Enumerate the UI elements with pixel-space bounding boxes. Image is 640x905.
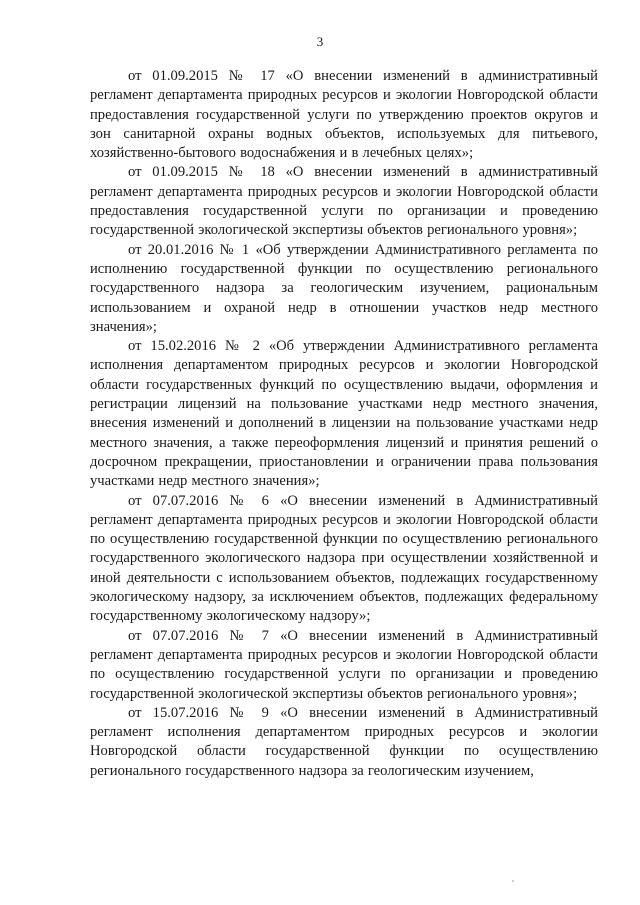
paragraph-order-9: от 15.07.2016 № 9 «О внесении изменений в Административный регламент исполнения департаментом природных ресурсов и экологии Новгородской области государственной функции по осуществлению регионального государственного надзора за геологическим изучением, — [90, 704, 598, 779]
paragraph-order-1: от 20.01.2016 № 1 «Об утверждении Административного регламента по исполнению государственной функции по осуществлению регионального государственного надзора за геологическим изучением, рациональным использованием и охраной недр в отношении участков недр местного значения»; — [90, 241, 598, 335]
paragraph-order-7: от 07.07.2016 № 7 «О внесении изменений в Административный регламент департамента природных ресурсов и экологии Новгородской области по осуществлению государственной услуги по организации и проведению государственной экологической экспертизы объектов регионального уровня»; — [90, 627, 598, 702]
paragraph-order-6: от 07.07.2016 № 6 «О внесении изменений в Административный регламент департамента природных ресурсов и экологии Новгородской области по осуществлению государственной функции по осуществлению регионального государственного экологического надзора при осуществлении хозяйственной и иной деятельности с использованием объектов, подлежащих государственному экологическому надзору, за исключением объектов, подлежащих федеральному государственному экологическому надзору»; — [90, 492, 598, 625]
paragraph-order-18: от 01.09.2015 № 18 «О внесении изменений в административный регламент департамента природных ресурсов и экологии Новгородской области предоставления государственной услуги по организации и проведению государственной экологической экспертизы объектов регионального уровня»; — [90, 164, 598, 239]
scan-speck — [512, 880, 514, 882]
paragraph-order-17: от 01.09.2015 № 17 «О внесении изменений в административный регламент департамента природных ресурсов и экологии Новгородской области предоставления государственной услуги по утверждению проектов округов и зон санитарной охраны водных объектов, используемых для питьевого, хозяйственно-бытового водоснабжения и в лечебных целях»; — [90, 68, 598, 162]
paragraph-order-2: от 15.02.2016 № 2 «Об утверждении Административного регламента исполнения департаментом природных ресурсов и экологии Новгородской области государственных функций по осуществлению выдачи, оформления и регистрации лицензий на пользование участками недр местного значения, внесения изменений и дополнений в лицензии на пользование участками недр местного значения, а также переоформления лицензий и принятия решений о досрочном прекращении, приостановлении и ограничении права пользования участками недр местного значения»; — [90, 338, 598, 490]
page-number: 3 — [316, 34, 324, 49]
document-body — [90, 67, 598, 781]
